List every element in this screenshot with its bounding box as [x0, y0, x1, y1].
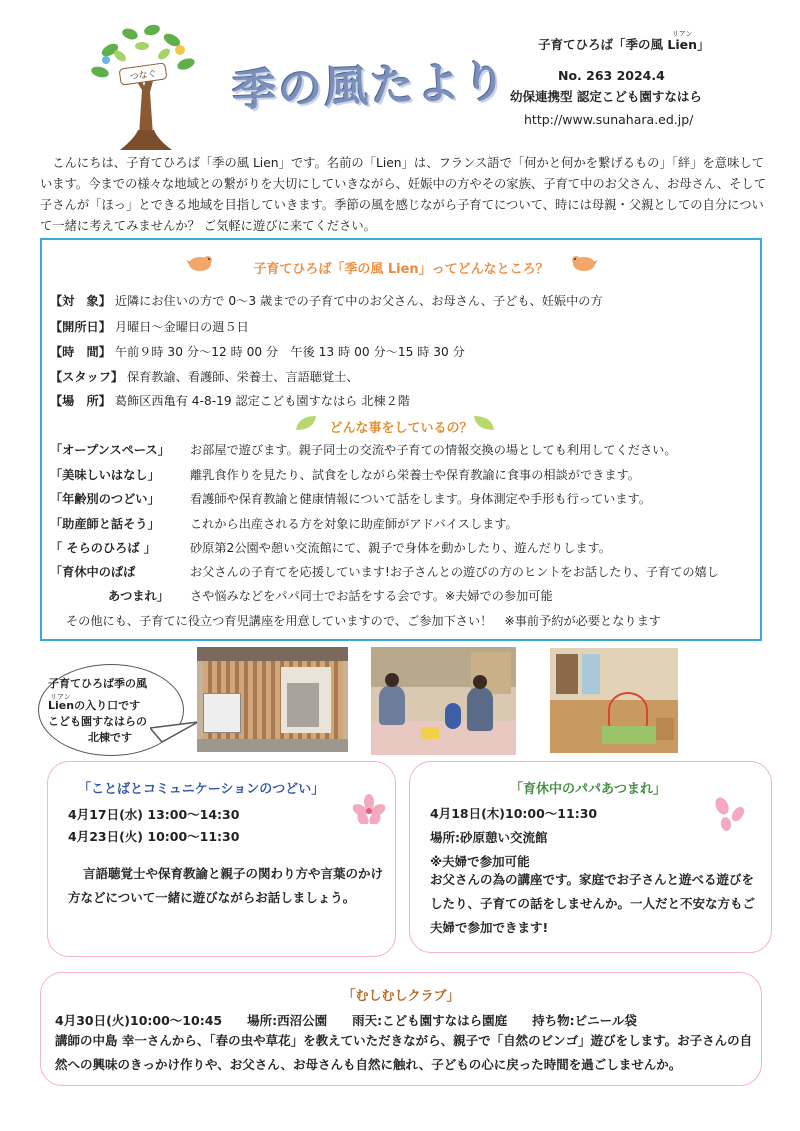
activity-papa-1: 「育休中のぱぱ お父さんの子育てを応援しています!お子さんとの遊びの方のヒントをお話したり、子育ての嬉し	[50, 565, 719, 579]
header-info	[510, 30, 790, 130]
event1-body: 言語聴覚士や保育教諭と親子の関わり方や言葉のかけ方などについて一緒に遊びながらお話しましょう。	[68, 866, 384, 905]
issue-number: No. 263 2024.4	[558, 68, 665, 83]
activities-heading: どんな事をしているの？	[329, 421, 473, 436]
bubble-line2: リアン Lienの入り口です	[48, 693, 141, 712]
activity-midwife: 「助産師と話そう」 これから出産される方を対象に助産師がアドバイスします。	[50, 517, 518, 531]
organization: 幼保連携型 認定こども園すなはら	[510, 89, 702, 104]
entrance-photo	[197, 647, 348, 752]
event2-place: 場所:砂原憩い交流館	[430, 830, 548, 845]
plaza-name: リアン Lien	[667, 34, 697, 55]
activity-sky-plaza: 「 そらのひろば 」 砂原第2公園や憩い交流館にて、親子で身体を動かしたり、遊んだりします。	[50, 541, 611, 555]
event3-box	[40, 972, 762, 1086]
info-row-place: 【場 所】 葛飾区西亀有 4-8-19 認定こども園すなはら 北棟２階	[50, 394, 410, 408]
sakura-petals-icon	[710, 792, 750, 832]
bubble-text	[48, 676, 178, 746]
event2-note: ※夫婦で参加可能	[430, 854, 530, 869]
bubble-line1: 子育てひろば季の風	[48, 677, 147, 690]
event3-title: 「むしむしクラブ」	[342, 989, 460, 1004]
info-row-hours: 【時 間】 午前９時 30 分～12 時 00 分 午後 13 時 00 分～15 時 30 分	[50, 345, 465, 359]
event3-body: 講師の中島 幸一さんから、「春の虫や草花」を教えていただきながら、親子で「自然のビンゴ」遊びをします。お子さんの自然への興味のきっかけ作りや、お父さん、お母さんも自然に触れ、子どもの心に戻った時間を過ごしませんか。	[55, 1033, 753, 1072]
bubble-line3: こども園すなはらの	[48, 715, 147, 728]
info-footer: その他にも、子育てに役立つ育児講座を用意していますので、ご参加下さい！ ※事前予約が必要となります	[66, 614, 661, 628]
event2-date: 4月18日(木)10:00～11:30	[430, 806, 598, 821]
plaza-reading: リアン	[671, 30, 693, 38]
plaza-name-line	[520, 30, 790, 55]
intro-paragraph: こんにちは、子育てひろば「季の風 Lien」です。名前の「Lien」は、フランス語で「何かと何かを繋げるもの」「絆」を意味しています。今までの様々な地域との繋がりを大切にしていきながら、妊娠中の方やその家族、子育て中のお父さん、お母さん、そして子さんが「ほっ」とできる地域を目指していきます。季節の風を感じながら子育てについて、時には母親・父親としての自分について一緒に考えてみませんか？ ご気軽に遊びに来てください。	[40, 156, 767, 233]
bubble-line4: 北棟です	[88, 731, 132, 744]
plaza-prefix: 子育てひろば「季の風	[538, 37, 668, 52]
info-row-target: 【対 象】 近隣にお住いの方で 0～3 歳までの子育て中のお父さん、お母さん、子ども、妊娠中の方	[50, 294, 603, 308]
info-row-staff: 【スタッフ】 保育教諭、看護師、栄養士、言語聴覚士、	[50, 370, 359, 384]
event2-body: お父さんの為の講座です。家庭でお子さんと遊べる遊びをしたり、子育ての話をしませんか。一人だと不安な方もご夫婦で参加できます!	[430, 872, 756, 935]
newsletter-title: 季の風たより	[231, 56, 509, 117]
activity-papa-2: あつまれ」 さや悩みなどをパパ同士でお話をする会です。※夫婦での参加可能	[108, 589, 553, 603]
activity-food: 「美味しいはなし」 離乳食作りを見たり、試食をしながら栄養士や保育教諭に食事の相談ができます。	[50, 468, 640, 482]
event2-box	[409, 761, 772, 953]
event1-title: 「ことばとコミュニケーションのつどい」	[78, 782, 325, 797]
event3-details: 4月30日(火)10:00～10:45 場所:西沼公園 雨天:こども園すなはら園庭 持ち物:ビニール袋	[55, 1013, 637, 1028]
info-heading: 子育てひろば「季の風 Lien」ってどんなところ？	[253, 262, 549, 277]
sakura-icon	[352, 794, 386, 824]
logo-text: つなぐ	[129, 69, 158, 83]
info-row-days: 【開所日】 月曜日～金曜日の週５日	[50, 320, 249, 334]
event1-date1: 4月17日(水) 13:00～14:30	[68, 807, 240, 822]
event2-title: 「育休中のパパあつまれ」	[510, 782, 667, 797]
activity-open-space: 「オープンスペース」 お部屋で遊びます。親子同士の交流や子育ての情報交換の場としても利用してください。	[50, 443, 677, 457]
lounge-photo	[550, 648, 678, 753]
bird-icon	[570, 252, 598, 274]
playroom-photo	[371, 647, 516, 755]
event1-box	[47, 761, 396, 957]
website-url[interactable]: http://www.sunahara.ed.jp/	[524, 112, 694, 127]
activity-age-groups: 「年齢別のつどい」 看護師や保育教諭と健康情報について話をします。身体測定や手形も行っています。	[50, 492, 651, 506]
tree-logo	[80, 20, 210, 150]
leaf-icon	[472, 414, 496, 432]
info-box	[40, 238, 762, 641]
plaza-suffix: 」	[697, 37, 710, 52]
event1-date2: 4月23日(火) 10:00～11:30	[68, 829, 240, 844]
